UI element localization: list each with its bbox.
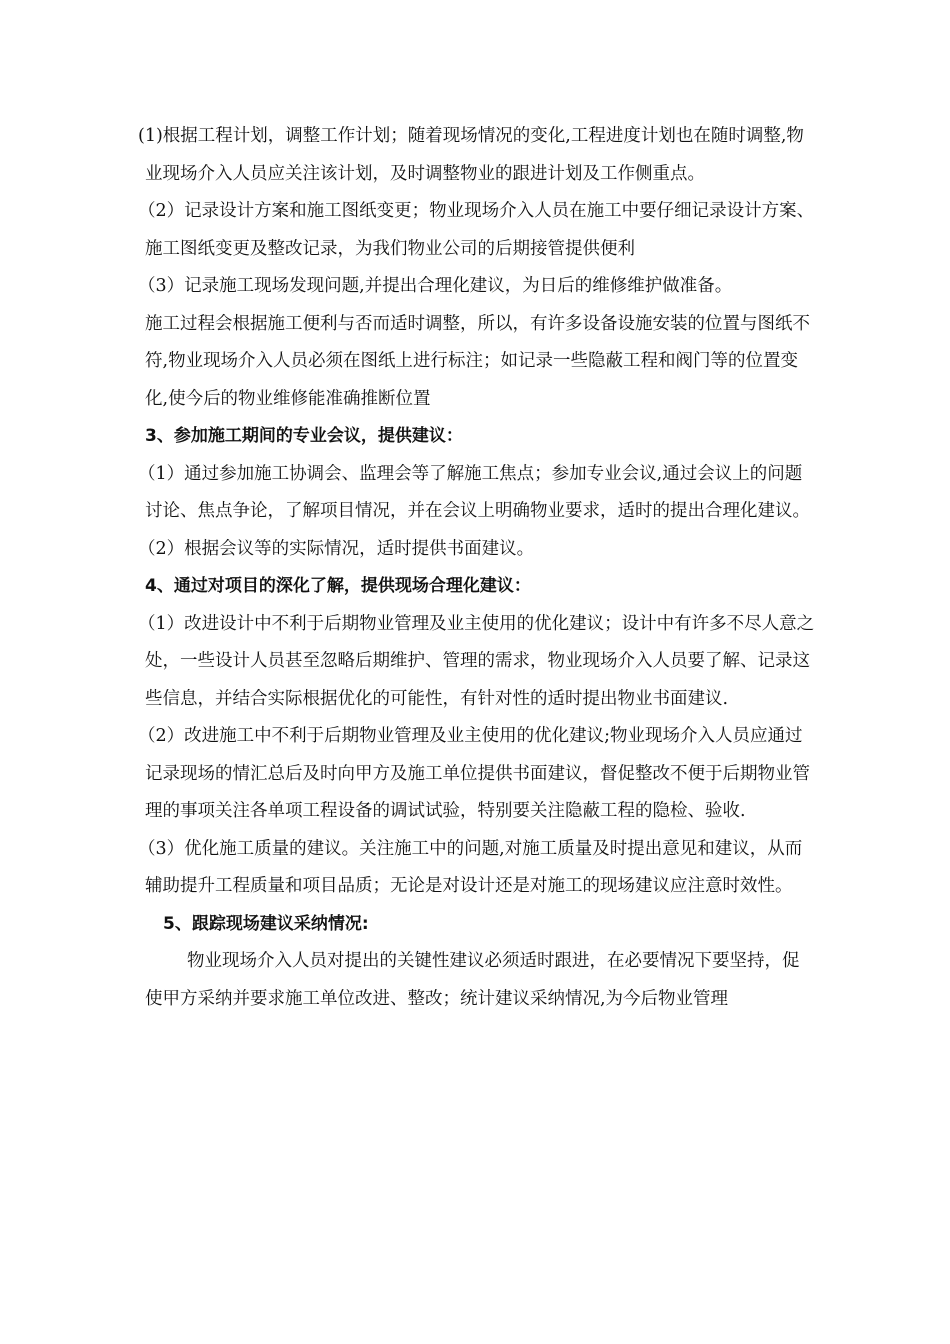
paragraph-2: （2）记录设计方案和施工图纸变更；物业现场介入人员在施工中要仔细记录设计方案、施工图纸变更及整改记录，为我们物业公司的后期接管提供便利: [138, 201, 815, 259]
document-body: [138, 118, 815, 1018]
section-heading-4: 4、通过对项目的深化了解，提供现场合理化建议：: [145, 576, 531, 596]
paragraph-10: 物业现场介入人员对提出的关键性建议必须适时跟进，在必要情况下要坚持，促使甲方采纳并要求施工单位改进、整改；统计建议采纳情况,为今后物业管理: [145, 951, 800, 1009]
paragraph-9: （3）优化施工质量的建议。关注施工中的问题,对施工质量及时提出意见和建议，从而辅助提升工程质量和项目品质；无论是对设计还是对施工的现场建议应注意时效性。: [138, 838, 803, 896]
paragraph-7: （1）改进设计中不利于后期物业管理及业主使用的优化建议；设计中有许多不尽人意之处，一些设计人员甚至忽略后期维护、管理的需求，物业现场介入人员要了解、记录这些信息，并结合实际根据优化的可能性，有针对性的适时提出物业书面建议.: [138, 613, 815, 709]
paragraph-3: （3）记录施工现场发现问题,并提出合理化建议，为日后的维修维护做准备。: [138, 276, 733, 296]
section-heading-5: 5、跟踪现场建议采纳情况:: [163, 913, 369, 934]
paragraph-4: 施工过程会根据施工便利与否而适时调整，所以，有许多设备设施安装的位置与图纸不符,物业现场介入人员必须在图纸上进行标注；如记录一些隐蔽工程和阀门等的位置变化,使今后的物业维修能准确推断位置: [145, 313, 810, 409]
paragraph-1: (1)根据工程计划，调整工作计划；随着现场情况的变化,工程进度计划也在随时调整,物业现场介入人员应关注该计划，及时调整物业的跟进计划及工作侧重点。: [138, 126, 804, 184]
paragraph-8: （2）改进施工中不利于后期物业管理及业主使用的优化建议;物业现场介入人员应通过记录现场的情汇总后及时向甲方及施工单位提供书面建议，督促整改不便于后期物业管理的事项关注各单项工程设备的调试试验，特别要关注隐蔽工程的隐检、验收.: [138, 726, 810, 821]
section-heading-3: 3、参加施工期间的专业会议，提供建议：: [145, 426, 463, 446]
paragraph-6: （2）根据会议等的实际情况，适时提供书面建议。: [138, 538, 535, 559]
paragraph-5: （1）通过参加施工协调会、监理会等了解施工焦点；参加专业会议,通过会议上的问题讨论、焦点争论，了解项目情况，并在会议上明确物业要求，适时的提出合理化建议。: [138, 463, 810, 521]
